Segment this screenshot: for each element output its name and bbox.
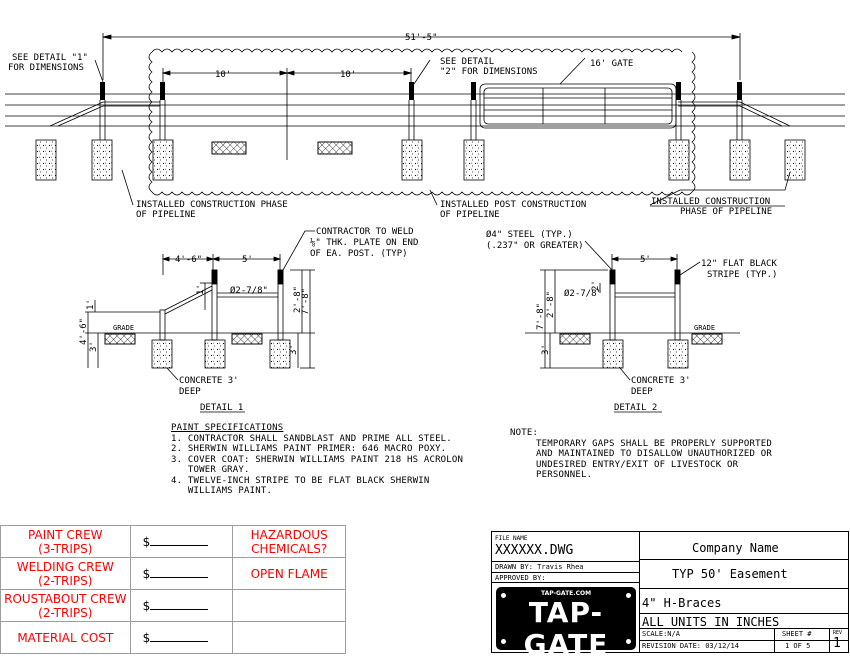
detail1-dim-1a: 1'	[196, 284, 206, 295]
file-name: XXXXXX.DWG	[495, 543, 574, 558]
drawn-by: DRAWN BY: Travis Rhea	[495, 563, 584, 571]
general-note	[510, 428, 772, 481]
crew-label: ROUSTABOUT CREW (2-TRIPS)	[1, 590, 131, 622]
detail1-concrete-line1: CONCRETE 3'	[179, 376, 239, 386]
crew-extra: OPEN FLAME	[233, 558, 346, 590]
paint-specs-heading: PAINT SPECIFICATIONS	[171, 423, 284, 433]
post-construction-line1: INSTALLED POST CONSTRUCTION	[440, 200, 587, 210]
crew-label: WELDING CREW (2-TRIPS)	[1, 558, 131, 590]
crew-extra: HAZARDOUS CHEMICALS?	[233, 526, 346, 558]
sheet-value: 1 OF 5	[785, 642, 811, 650]
detail2-dim-3: 3'	[541, 344, 551, 355]
detail2-pipe-diameter: Ø2-7/8"	[564, 289, 602, 299]
crew-cost-table	[0, 525, 346, 654]
detail1-title: DETAIL 1	[200, 403, 244, 413]
detail2-dim-2: 2'	[591, 280, 601, 291]
construction-right-line2: PHASE OF PIPELINE	[680, 207, 773, 217]
detail1-dim-4-6-vertical: 4'-6"	[79, 317, 89, 345]
detail1-dim-3b: 3'	[289, 344, 299, 355]
contractor-note-line3: OF EA. POST. (TYP)	[310, 249, 408, 259]
left-10ft-dimension: 10'	[215, 70, 232, 80]
detail1-callout-line2: FOR DIMENSIONS	[8, 63, 84, 73]
sheet-label: SHEET #	[782, 630, 812, 638]
paint-spec-line: 4. TWELVE-INCH STRIPE TO BE FLAT BLACK SHERWIN	[171, 475, 430, 486]
revision-date: REVISION DATE: 03/12/14	[642, 642, 739, 650]
crew-cost-field[interactable]: $	[130, 622, 233, 654]
note-line: PERSONNEL.	[536, 470, 593, 480]
crew-extra	[233, 622, 346, 654]
approved-by: APPROVED BY:	[495, 574, 546, 582]
post-shafts	[100, 100, 742, 140]
drawing-title: TYP 50' Easement	[672, 567, 788, 581]
detail1-dim-2-8: 2'-8"	[293, 285, 303, 313]
crew-label: MATERIAL COST	[1, 622, 131, 654]
post-caps	[100, 82, 742, 100]
gate-label: 16' GATE	[590, 59, 634, 69]
logo-name: TAP-GATE	[523, 596, 609, 661]
contractor-note-line1: CONTRACTOR TO WELD	[316, 227, 414, 237]
detail2-callout-line2: "2" FOR DIMENSIONS	[440, 67, 538, 77]
detail1-grade-label: GRADE	[113, 324, 135, 332]
rev-label: REV	[833, 630, 843, 636]
detail2-title: DETAIL 2	[614, 403, 658, 413]
detail2-dim-7-8: 7'-8"	[536, 302, 546, 330]
detail1-dim-5: 5'	[242, 255, 253, 265]
contractor-note-line2: ⅛" THK. PLATE ON END	[310, 238, 419, 248]
construction-left-line2: OF PIPELINE	[136, 210, 196, 220]
detail2-dim-2-8: 2'-8"	[546, 290, 556, 318]
paint-spec-line: 1. CONTRACTOR SHALL SANDBLAST AND PRIME ALL STEEL.	[171, 433, 452, 444]
logo-tagline: SAFE - EFFICIENT - SECURE	[516, 661, 616, 669]
stripe-note-line2: STRIPE (TYP.)	[707, 270, 778, 280]
crew-extra	[233, 590, 346, 622]
paint-spec-line: 3. COVER COAT: SHERWIN WILLIAMS PAINT 218 HS ACROLON	[171, 454, 464, 465]
paint-specifications	[171, 423, 463, 497]
plan-view	[5, 33, 845, 206]
detail1-concrete-line2: DEEP	[179, 387, 201, 397]
stripe-note-line1: 12" FLAT BLACK	[701, 259, 777, 269]
crew-cost-field[interactable]: $	[130, 590, 233, 622]
detail1-pipe-diameter: Ø2-7/8"	[230, 286, 268, 296]
note-line: AND MAINTAINED TO DISALLOW UNAUTHORIZED OR	[536, 449, 772, 459]
detail2-grade-label: GRADE	[694, 324, 716, 332]
crew-label: PAINT CREW (3-TRIPS)	[1, 526, 131, 558]
paint-spec-line: WILLIAMS PAINT.	[171, 486, 273, 496]
detail2-dim-5: 5'	[640, 255, 651, 265]
note-heading: NOTE:	[510, 428, 539, 438]
crew-cost-field[interactable]: $	[130, 526, 233, 558]
detail1-dim-7-8: 7'-8"	[301, 287, 311, 315]
table-row	[1, 526, 346, 558]
detail2-callout-line1: SEE DETAIL	[440, 57, 495, 67]
post-construction-line2: OF PIPELINE	[440, 210, 500, 220]
scale: SCALE:N/A	[642, 630, 680, 638]
overall-dimension: 51'-5"	[405, 33, 438, 43]
file-name-label: FILE NAME	[495, 535, 528, 542]
units-note: ALL UNITS IN INCHES	[642, 615, 780, 629]
detail1-callout-line1: SEE DETAIL "1"	[12, 53, 88, 63]
footings	[36, 140, 805, 180]
right-10ft-dimension: 10'	[340, 70, 357, 80]
rev-value: 1	[833, 636, 841, 651]
detail1-dim-1b: 1'	[86, 299, 96, 310]
tap-gate-logo	[496, 587, 636, 669]
company-name: Company Name	[692, 541, 779, 555]
detail2-concrete-line1: CONCRETE 3'	[631, 376, 691, 386]
note-line: TEMPORARY GAPS SHALL BE PROPERLY SUPPORTED	[536, 438, 772, 449]
detail1-dim-3a: 3'	[89, 341, 99, 352]
detail1-dim-4-6: 4'-6"	[175, 255, 203, 265]
note-line: UNDESIRED ENTRY/EXIT OF LIVESTOCK OR	[536, 459, 739, 470]
crew-cost-field[interactable]: $	[130, 558, 233, 590]
construction-right-line1: INSTALLED CONSTRUCTION	[651, 197, 771, 207]
steel-note-line1: Ø4" STEEL (TYP.)	[486, 230, 573, 240]
detail2-concrete-line2: DEEP	[631, 387, 653, 397]
drawing-subtitle: 4" H-Braces	[642, 596, 722, 610]
paint-spec-line: TOWER GRAY.	[171, 465, 250, 475]
construction-left-line1: INSTALLED CONSTRUCTION PHASE	[136, 200, 288, 210]
paint-spec-line: 2. SHERWIN WILLIAMS PAINT PRIMER: 646 MACRO POXY.	[171, 444, 447, 454]
table-row	[1, 558, 346, 590]
table-row	[1, 590, 346, 622]
table-row	[1, 622, 346, 654]
steel-note-line2: (.237" OR GREATER)	[486, 241, 584, 251]
logo-url: TAP-GATE.COM	[540, 590, 592, 597]
